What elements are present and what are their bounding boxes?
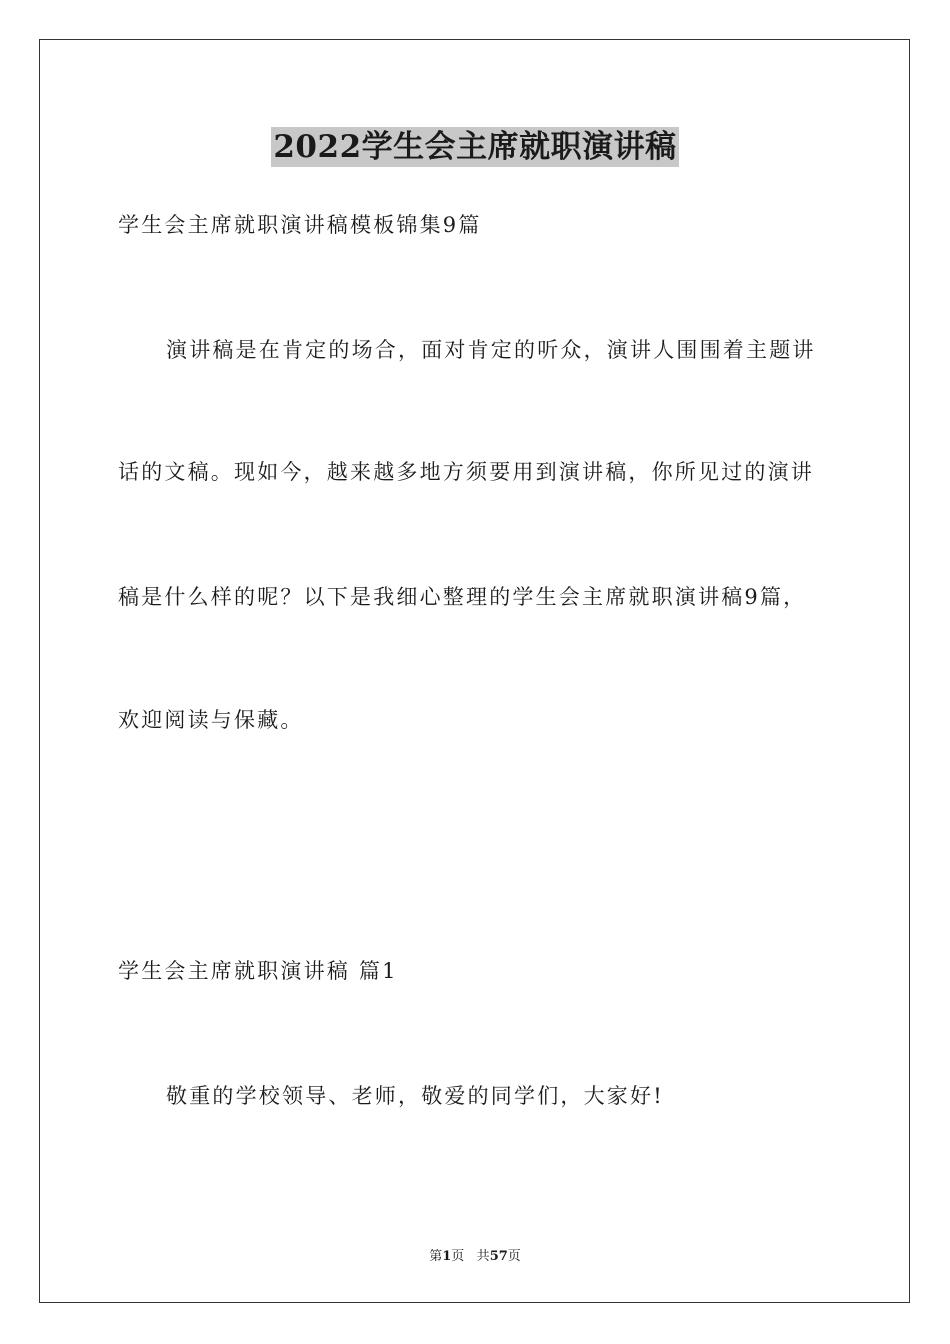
section-heading: 学生会主席就职演讲稿 篇1: [118, 959, 398, 983]
footer-total-prefix: 共: [476, 1249, 490, 1264]
page-footer: [0, 1248, 950, 1266]
intro-line-4: 欢迎阅读与保藏。: [118, 708, 304, 732]
footer-total-pages: 57: [489, 1249, 508, 1264]
greeting-line: 敬重的学校领导、老师，敬爱的同学们，大家好!: [166, 1084, 664, 1108]
document-title: 2022学生会主席就职演讲稿: [273, 129, 677, 165]
intro-line-1: 演讲稿是在肯定的场合，面对肯定的听众，演讲人围围着主题讲: [166, 338, 816, 362]
intro-line-2: 话的文稿。现如今，越来越多地方须要用到演讲稿，你所见过的演讲: [118, 460, 814, 484]
footer-page-prefix: 第: [429, 1249, 443, 1264]
footer-page-number: 1: [442, 1249, 452, 1264]
title-container: [0, 127, 950, 167]
intro-line-3: 稿是什么样的呢？以下是我细心整理的学生会主席就职演讲稿9篇，: [118, 585, 807, 609]
footer-page-suffix: 页: [451, 1249, 465, 1264]
document-subtitle: 学生会主席就职演讲稿模板锦集9篇: [118, 213, 482, 237]
footer-total-suffix: 页: [507, 1249, 521, 1264]
